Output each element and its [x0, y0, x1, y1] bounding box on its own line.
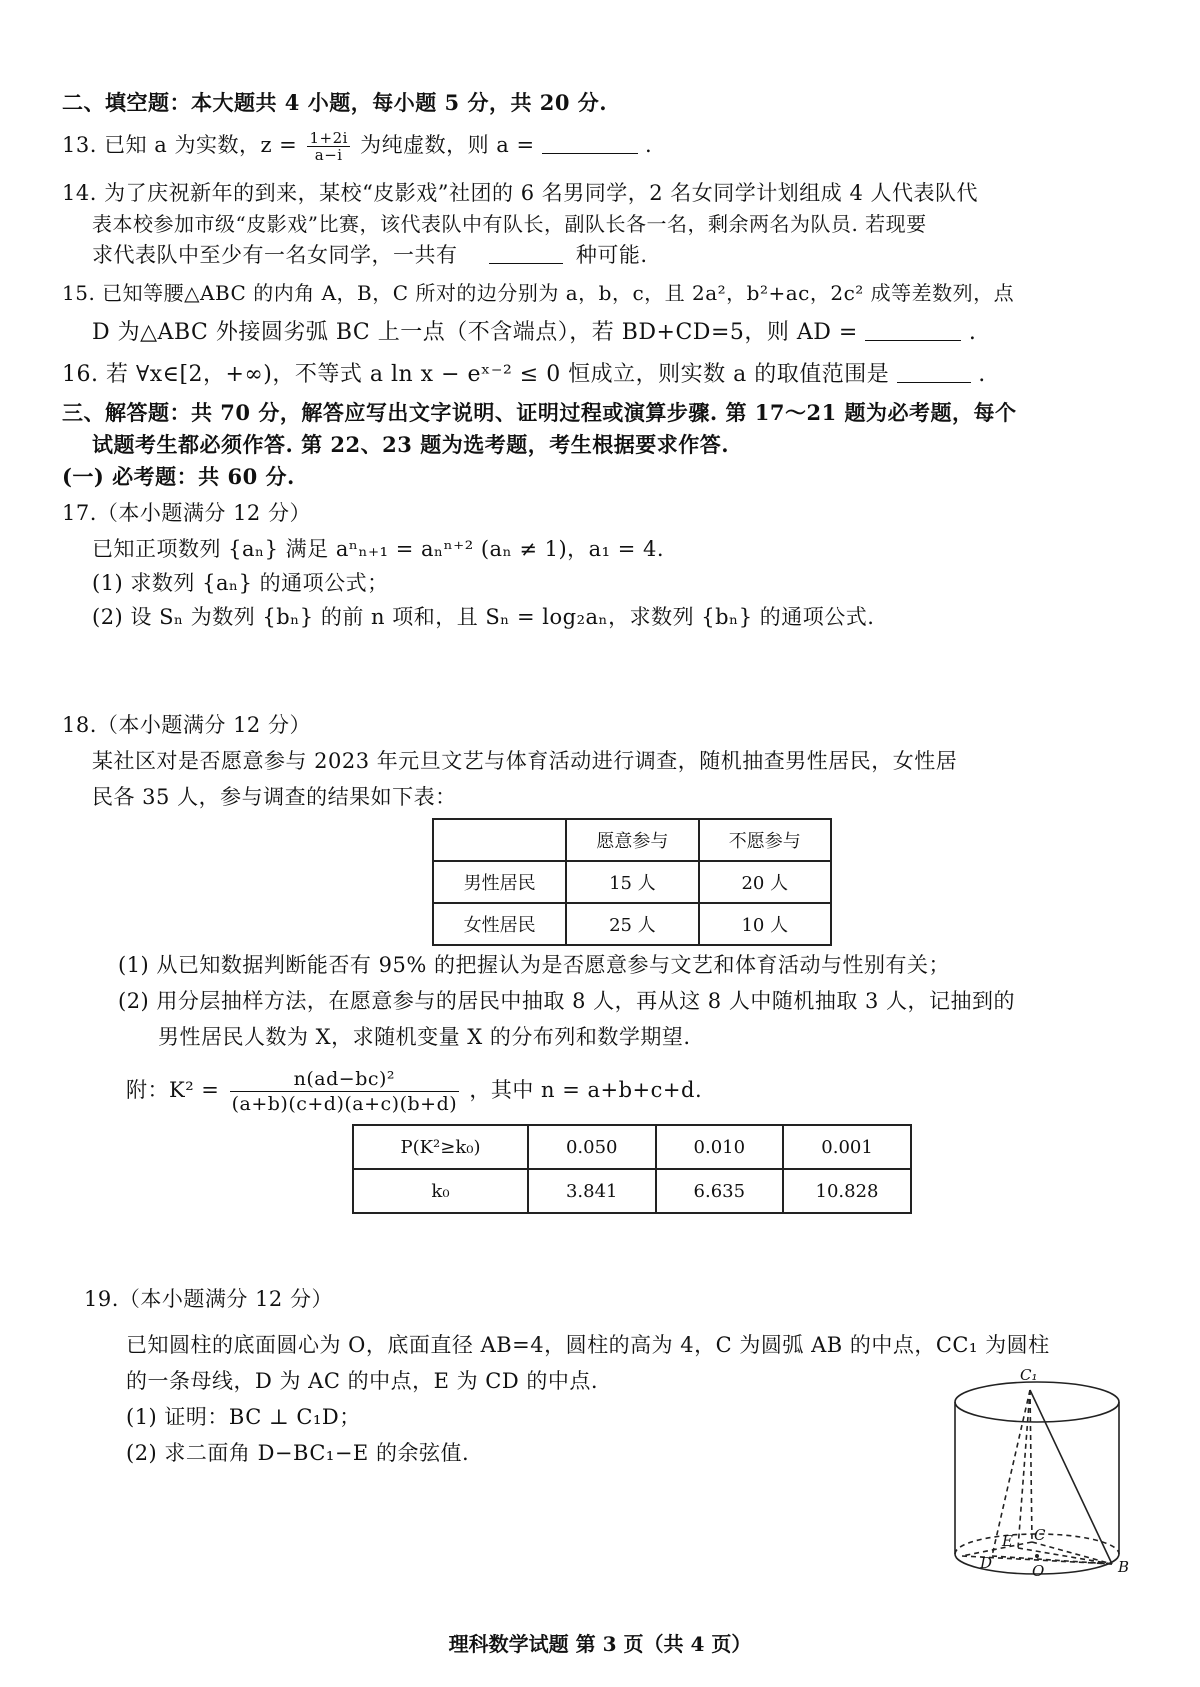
- critical-value-cell: 0.010: [656, 1125, 784, 1169]
- survey-table-cell: 20 人: [699, 861, 831, 903]
- formula-suffix: ，其中 n = a+b+c+d.: [469, 1078, 703, 1102]
- q16-answer-blank[interactable]: [897, 362, 971, 383]
- q14-line1: 14. 为了庆祝新年的到来，某校“皮影戏”社团的 6 名男同学，2 名女同学计划组成 4 人代表队代: [62, 181, 978, 205]
- label-b: B: [1118, 1558, 1130, 1576]
- critical-value-table: [352, 1124, 912, 1214]
- label-c: C: [1034, 1526, 1046, 1544]
- survey-table-cell: 男性居民: [433, 861, 566, 903]
- q16-end: .: [978, 362, 986, 387]
- q17-title: 17.（本小题满分 12 分）: [62, 501, 311, 525]
- critical-value-cell: 0.001: [783, 1125, 911, 1169]
- survey-table: [432, 818, 832, 946]
- survey-table-header-cell: 愿意参与: [566, 819, 698, 861]
- q16-text: 16. 若 ∀x∈[2，+∞)，不等式 a ln x − eˣ⁻² ≤ 0 恒成立，则实数 a 的取值范围是: [62, 362, 890, 387]
- critical-value-cell: 10.828: [783, 1169, 911, 1213]
- q13-fraction: [307, 130, 349, 163]
- q13-denominator: a−i: [314, 146, 343, 164]
- critical-value-row: [353, 1125, 911, 1169]
- q15-end: .: [968, 320, 977, 345]
- critical-value-cell: k₀: [353, 1169, 528, 1213]
- q18-stem2: 民各 35 人，参与调查的结果如下表：: [92, 785, 457, 809]
- label-e: E: [1002, 1532, 1013, 1550]
- survey-table-header-cell: 不愿参与: [699, 819, 831, 861]
- q13-numerator: 1+2i: [309, 129, 348, 147]
- q18-part2a: (2) 用分层抽样方法，在愿意参与的居民中抽取 8 人，再从这 8 人中随机抽取 3 人，记抽到的: [118, 989, 1016, 1013]
- survey-table-header-row: [433, 819, 831, 861]
- q19-part2: (2) 求二面角 D−BC₁−E 的余弦值.: [126, 1441, 470, 1465]
- q15-answer-blank[interactable]: [865, 320, 961, 341]
- survey-table-cell: 10 人: [699, 903, 831, 945]
- label-c1: C₁: [1020, 1366, 1038, 1384]
- q19-stem2: 的一条母线，D 为 AC 的中点，E 为 CD 的中点.: [126, 1369, 599, 1393]
- critical-value-row: [353, 1169, 911, 1213]
- survey-table-cell: 15 人: [566, 861, 698, 903]
- question-16: [62, 360, 986, 390]
- critical-value-cell: 6.635: [656, 1169, 784, 1213]
- formula-numerator: n(ad−bc)²: [230, 1067, 460, 1092]
- q18-stem1: 某社区对是否愿意参与 2023 年元旦文艺与体育活动进行调查，随机抽查男性居民，女性居: [92, 749, 958, 773]
- formula-prefix: 附：K² =: [126, 1078, 220, 1102]
- formula-fraction: [230, 1067, 460, 1116]
- critical-value-cell: P(K²≥k₀): [353, 1125, 528, 1169]
- q17-part1: (1) 求数列 {aₙ} 的通项公式；: [92, 571, 389, 595]
- q14-line3-suffix: 种可能.: [575, 243, 648, 267]
- q13-suffix: 为纯虚数，则 a =: [360, 133, 535, 157]
- q13-end: .: [644, 133, 653, 157]
- critical-value-cell: 3.841: [528, 1169, 656, 1213]
- q19-part1: (1) 证明：BC ⊥ C₁D；: [126, 1405, 361, 1429]
- chi-square-formula: [126, 1062, 702, 1118]
- survey-table-row: [433, 903, 831, 945]
- critical-value-cell: 0.050: [528, 1125, 656, 1169]
- survey-table-header-cell: [433, 819, 566, 861]
- section2-heading: 二、填空题：本大题共 4 小题，每小题 5 分，共 20 分.: [62, 90, 608, 115]
- section3-line2: 试题考生都必须作答. 第 22、23 题为选考题，考生根据要求作答.: [92, 432, 730, 457]
- q15-line2: [92, 318, 976, 348]
- q15-line2-text: D 为△ABC 外接圆劣弧 BC 上一点（不含端点），若 BD+CD=5，则 AD =: [92, 320, 858, 345]
- q18-part1: (1) 从已知数据判断能否有 95% 的把握认为是否愿意参与文艺和体育活动与性别有关；: [118, 953, 950, 977]
- section3-required: (一) 必考题：共 60 分.: [62, 464, 295, 489]
- q17-part2: (2) 设 Sₙ 为数列 {bₙ} 的前 n 项和，且 Sₙ = log₂aₙ，求数列 {bₙ} 的通项公式.: [92, 605, 875, 629]
- label-d: D: [980, 1554, 993, 1572]
- q13-answer-blank[interactable]: [542, 133, 638, 154]
- survey-table-row: [433, 861, 831, 903]
- q14-line2: 表本校参加市级“皮影戏”比赛，该代表队中有队长，副队长各一名，剩余两名为队员. 若现要: [92, 212, 927, 236]
- q15-line1: 15. 已知等腰△ABC 的内角 A，B，C 所对的边分别为 a，b，c，且 2a²，b²+ac，2c² 成等差数列，点: [62, 281, 1015, 305]
- q13-prefix: 13. 已知 a 为实数，z =: [62, 133, 298, 157]
- page-footer: 理科数学试题 第 3 页（共 4 页）: [448, 1632, 752, 1656]
- section3-line1: 三、解答题：共 70 分，解答应写出文字说明、证明过程或演算步骤. 第 17～21 题为必考题，每个: [62, 400, 1017, 425]
- q19-title: 19.（本小题满分 12 分）: [84, 1287, 333, 1311]
- question-13: [62, 130, 652, 163]
- survey-table-cell: 女性居民: [433, 903, 566, 945]
- q19-stem1: 已知圆柱的底面圆心为 O，底面直径 AB=4，圆柱的高为 4，C 为圆弧 AB 的中点，CC₁ 为圆柱: [126, 1333, 1050, 1357]
- cylinder-figure: [932, 1360, 1142, 1600]
- q18-title: 18.（本小题满分 12 分）: [62, 713, 311, 737]
- formula-denominator: (a+b)(c+d)(a+c)(b+d): [231, 1093, 458, 1115]
- q14-line3-prefix: 求代表队中至少有一名女同学，一共有: [92, 243, 458, 267]
- q14-line3: [92, 240, 648, 270]
- q14-answer-blank[interactable]: [489, 243, 563, 264]
- q17-stem: 已知正项数列 {aₙ} 满足 aⁿₙ₊₁ = aₙⁿ⁺² (aₙ ≠ 1)，a₁ = 4.: [92, 537, 665, 561]
- survey-table-cell: 25 人: [566, 903, 698, 945]
- q18-part2b: 男性居民人数为 X，求随机变量 X 的分布列和数学期望.: [158, 1025, 691, 1049]
- label-o: O: [1032, 1562, 1045, 1580]
